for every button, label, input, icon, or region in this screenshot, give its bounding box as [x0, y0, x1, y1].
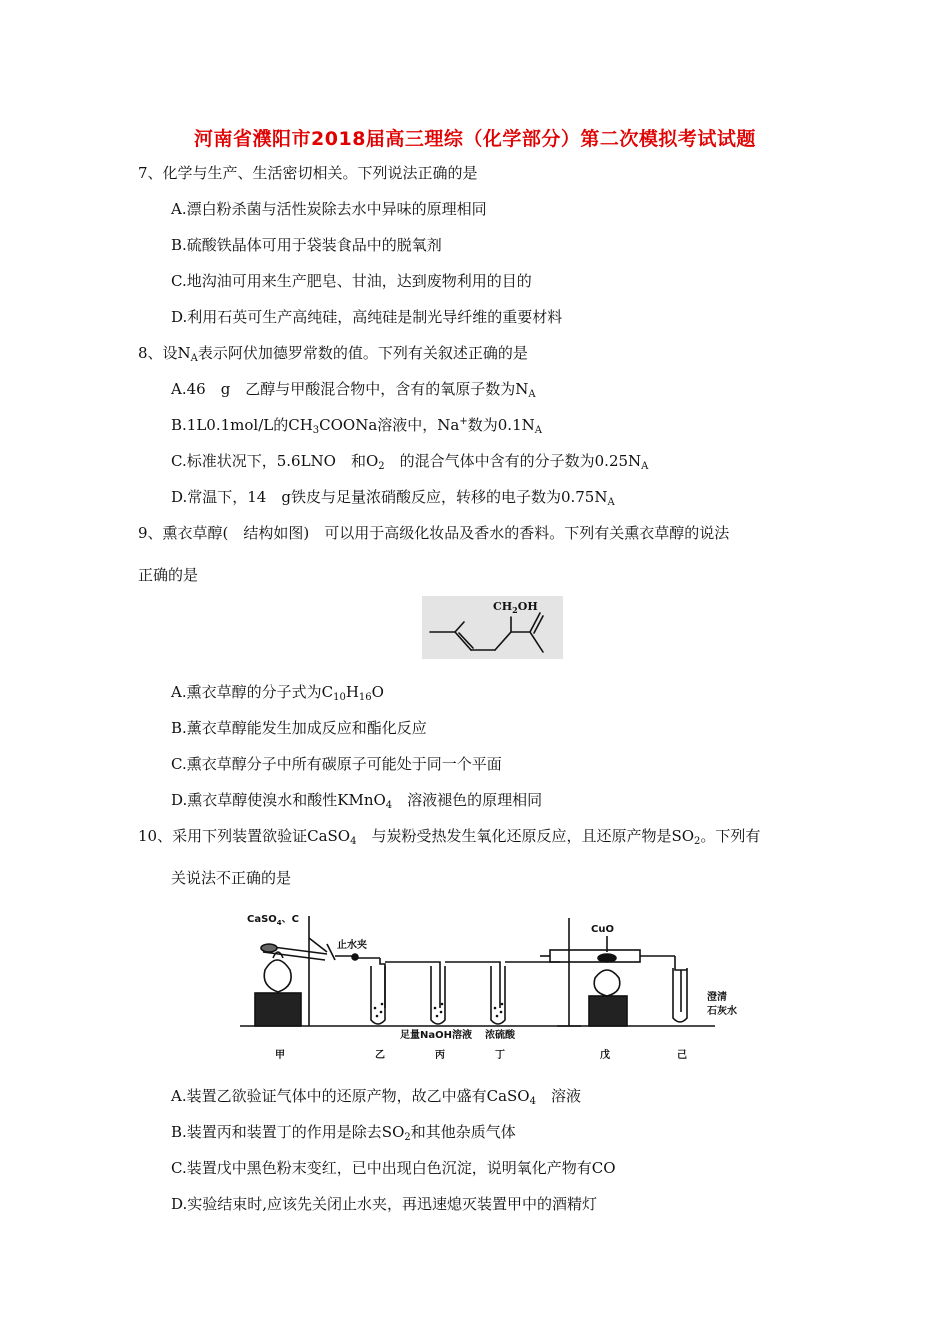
- q8-stem: 8、设$N_A$表示阿伏加德罗常数的值。下列有关叙述正确的是: [138, 344, 528, 364]
- reagent-label: CaSO$_4$、C: [247, 914, 300, 927]
- label-bing: 丙: [435, 1050, 445, 1061]
- apparatus-figure: [235, 908, 780, 1064]
- q9-option-c: C.熏衣草醇分子中所有碳原子可能处于同一个平面: [171, 755, 502, 773]
- q10-option-c: C.装置戊中黑色粉末变红，已中出现白色沉淀，说明氧化产物有CO: [171, 1159, 616, 1177]
- q9-option-b: B.薰衣草醇能发生加成反应和酯化反应: [171, 719, 427, 737]
- q7-stem: 7、化学与生产、生活密切相关。下列说法正确的是: [138, 164, 478, 182]
- skeletal-formula-svg: [422, 596, 563, 659]
- label-yi: 乙: [375, 1050, 385, 1061]
- h2so4-label: 浓硫酸: [485, 1030, 515, 1041]
- label-wu: 戊: [600, 1050, 610, 1061]
- apparatus-svg: [235, 908, 780, 1064]
- q7-option-d: D.利用石英可生产高纯硅，高纯硅是制光导纤维的重要材料: [171, 308, 563, 326]
- q10-option-d: D.实验结束时,应该先关闭止水夹，再迅速熄灭装置甲中的酒精灯: [171, 1195, 598, 1213]
- q10-stem-line2: 关说法不正确的是: [171, 869, 292, 887]
- q8-option-d: D.常温下，14 g铁皮与足量浓硝酸反应，转移的电子数为$0.75N_A$: [171, 488, 615, 508]
- q9-option-a: A.熏衣草醇的分子式为$C_{10}H_{16}O$: [171, 683, 384, 703]
- label-jia: 甲: [275, 1050, 285, 1061]
- label-ding: 丁: [495, 1050, 505, 1061]
- q8-option-b: B.1L0.1mol/L的$CH_3COONa$溶液中，Na+数为$0.1N_A$: [171, 416, 542, 436]
- q10-stem-line1: 10、采用下列装置欲验证CaSO$_4$ 与炭粉受热发生氧化还原反应，且还原产物是$SO_2$。下列有: [138, 827, 761, 847]
- q7-option-c: C.地沟油可用来生产肥皂、甘油，达到废物利用的目的: [171, 272, 532, 290]
- q7-option-a: A.漂白粉杀菌与活性炭除去水中异味的原理相同: [171, 200, 487, 218]
- clamp-label: 止水夹: [337, 940, 367, 951]
- limewater-label-1: 澄清: [707, 992, 727, 1003]
- lavandulol-structure-figure: [422, 596, 563, 659]
- q7-option-b: B.硫酸铁晶体可用于袋装食品中的脱氧剂: [171, 236, 442, 254]
- page-title: 河南省濮阳市2018届高三理综（化学部分）第二次模拟考试试题: [194, 128, 756, 150]
- q9-stem-line2: 正确的是: [138, 566, 199, 584]
- q8-option-a: A.46 g 乙醇与甲酸混合物中，含有的氧原子数为$N_A$: [171, 380, 536, 400]
- q8-option-c: C.标准状况下，5.6LNO 和$O_2$ 的混合气体中含有的分子数为$0.25N_A$: [171, 452, 649, 472]
- limewater-label-2: 石灰水: [707, 1006, 737, 1017]
- q10-option-b: B.装置丙和装置丁的作用是除去$SO_2$和其他杂质气体: [171, 1123, 516, 1143]
- naoh-label: 足量NaOH溶液: [400, 1030, 472, 1041]
- label-ji: 己: [677, 1050, 687, 1061]
- ch2oh-label: $CH_2OH$: [493, 600, 538, 615]
- q9-stem-line1: 9、熏衣草醇( 结构如图) 可以用于高级化妆品及香水的香料。下列有关熏衣草醇的说法: [138, 524, 730, 542]
- q10-option-a: A.装置乙欲验证气体中的还原产物，故乙中盛有CaSO$_4$ 溶液: [171, 1087, 581, 1107]
- q9-option-d: D.熏衣草醇使溴水和酸性KMnO$_4$ 溶液褪色的原理相同: [171, 791, 543, 811]
- cuo-label: CuO: [591, 924, 614, 935]
